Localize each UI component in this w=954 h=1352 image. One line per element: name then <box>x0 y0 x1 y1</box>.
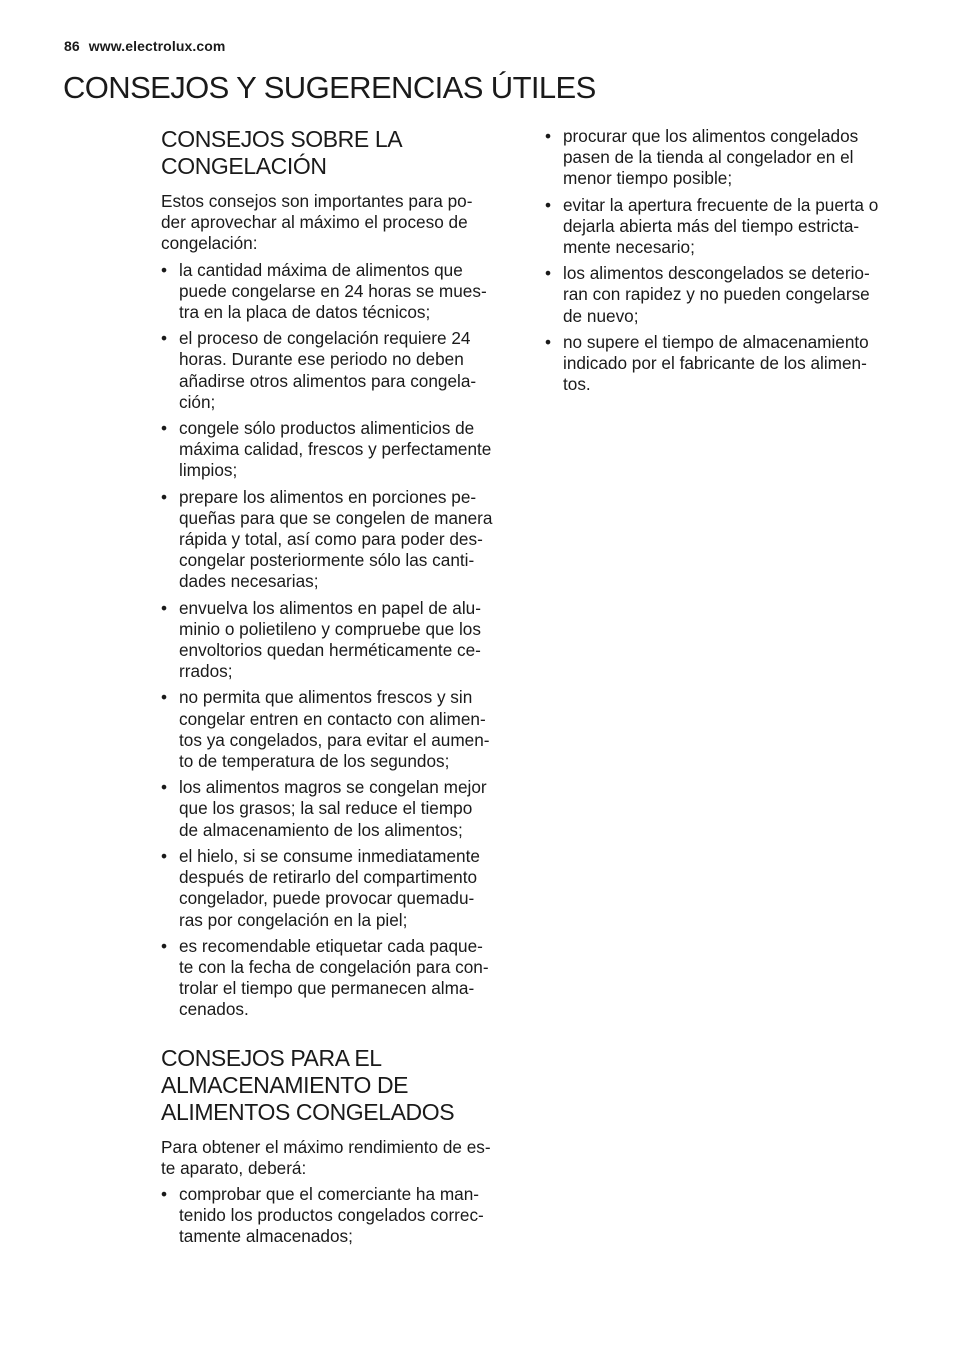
list-item: • la cantidad máxima de alimentos que puede congelarse en 24 horas se mues- tra en la placa de datos técnicos; <box>161 260 515 324</box>
section-heading-storage <box>161 1045 515 1126</box>
section-heading-freezing <box>161 126 515 180</box>
section-intro-freezing: Estos consejos son importantes para po- der aprovechar al máximo el proceso de congelación: <box>161 191 473 254</box>
list-item: • el hielo, si se consume inmediatamente después de retirarlo del compartimento congelador, puede provocar quemadu- ras por congelación en la piel; <box>161 846 515 931</box>
heading-line: ALMACENAMIENTO DE <box>161 1071 409 1098</box>
heading-line: CONSEJOS PARA EL <box>161 1044 382 1071</box>
storage-tips-list-right <box>545 126 899 395</box>
list-item: • comprobar que el comerciante ha man- tenido los productos congelados correc- tamente almacenados; <box>161 1184 515 1248</box>
list-item: • no permita que alimentos frescos y sin congelar entren en contacto con alimen- tos ya congelados, para evitar el aumen- to de temperatura de los segundos; <box>161 687 515 772</box>
heading-line: CONSEJOS SOBRE LA <box>161 126 403 152</box>
section-freezing-tips <box>161 126 515 1021</box>
list-item: • procurar que los alimentos congelados pasen de la tienda al congelador en el menor tiempo posible; <box>545 126 899 190</box>
section-storage-tips <box>161 1045 515 1248</box>
list-item: • no supere el tiempo de almacenamiento indicado por el fabricante de los alimen- tos. <box>545 332 899 396</box>
right-column <box>545 126 899 400</box>
page-header <box>64 38 225 54</box>
page-number: 86 <box>64 38 80 54</box>
list-item: • prepare los alimentos en porciones pe- queñas para que se congelen de manera rápida y total, así como para poder des- congelar posteriormente sólo las canti- dades necesarias; <box>161 487 515 593</box>
section-intro-storage: Para obtener el máximo rendimiento de es- te aparato, deberá: <box>161 1136 491 1178</box>
list-item: • los alimentos magros se congelan mejor que los grasos; la sal reduce el tiempo de almacenamiento de los alimentos; <box>161 777 515 841</box>
left-column <box>161 126 515 1253</box>
list-item: • es recomendable etiquetar cada paque- te con la fecha de congelación para con- trolar el tiempo que permanecen alma- cenados. <box>161 936 515 1021</box>
storage-tips-list-left <box>161 1184 515 1248</box>
list-item: • evitar la apertura frecuente de la puerta o dejarla abierta más del tiempo estricta- mente necesario; <box>545 195 899 259</box>
list-item: • los alimentos descongelados se deterio- ran con rapidez y no pueden congelarse de nuevo; <box>545 263 899 327</box>
heading-line: ALIMENTOS CONGELADOS <box>161 1098 455 1125</box>
list-item: • el proceso de congelación requiere 24 horas. Durante ese periodo no deben añadirse otros alimentos para congela- ción; <box>161 328 515 413</box>
list-item: • envuelva los alimentos en papel de alu- minio o polietileno y compruebe que los envoltorios quedan herméticamente ce- rrados; <box>161 598 515 683</box>
page-title: CONSEJOS Y SUGERENCIAS ÚTILES <box>63 70 596 105</box>
heading-line: CONGELACIÓN <box>161 153 327 179</box>
website-url: www.electrolux.com <box>88 38 226 54</box>
freezing-tips-list <box>161 260 515 1021</box>
list-item: • congele sólo productos alimenticios de máxima calidad, frescos y perfectamente limpios; <box>161 418 515 482</box>
